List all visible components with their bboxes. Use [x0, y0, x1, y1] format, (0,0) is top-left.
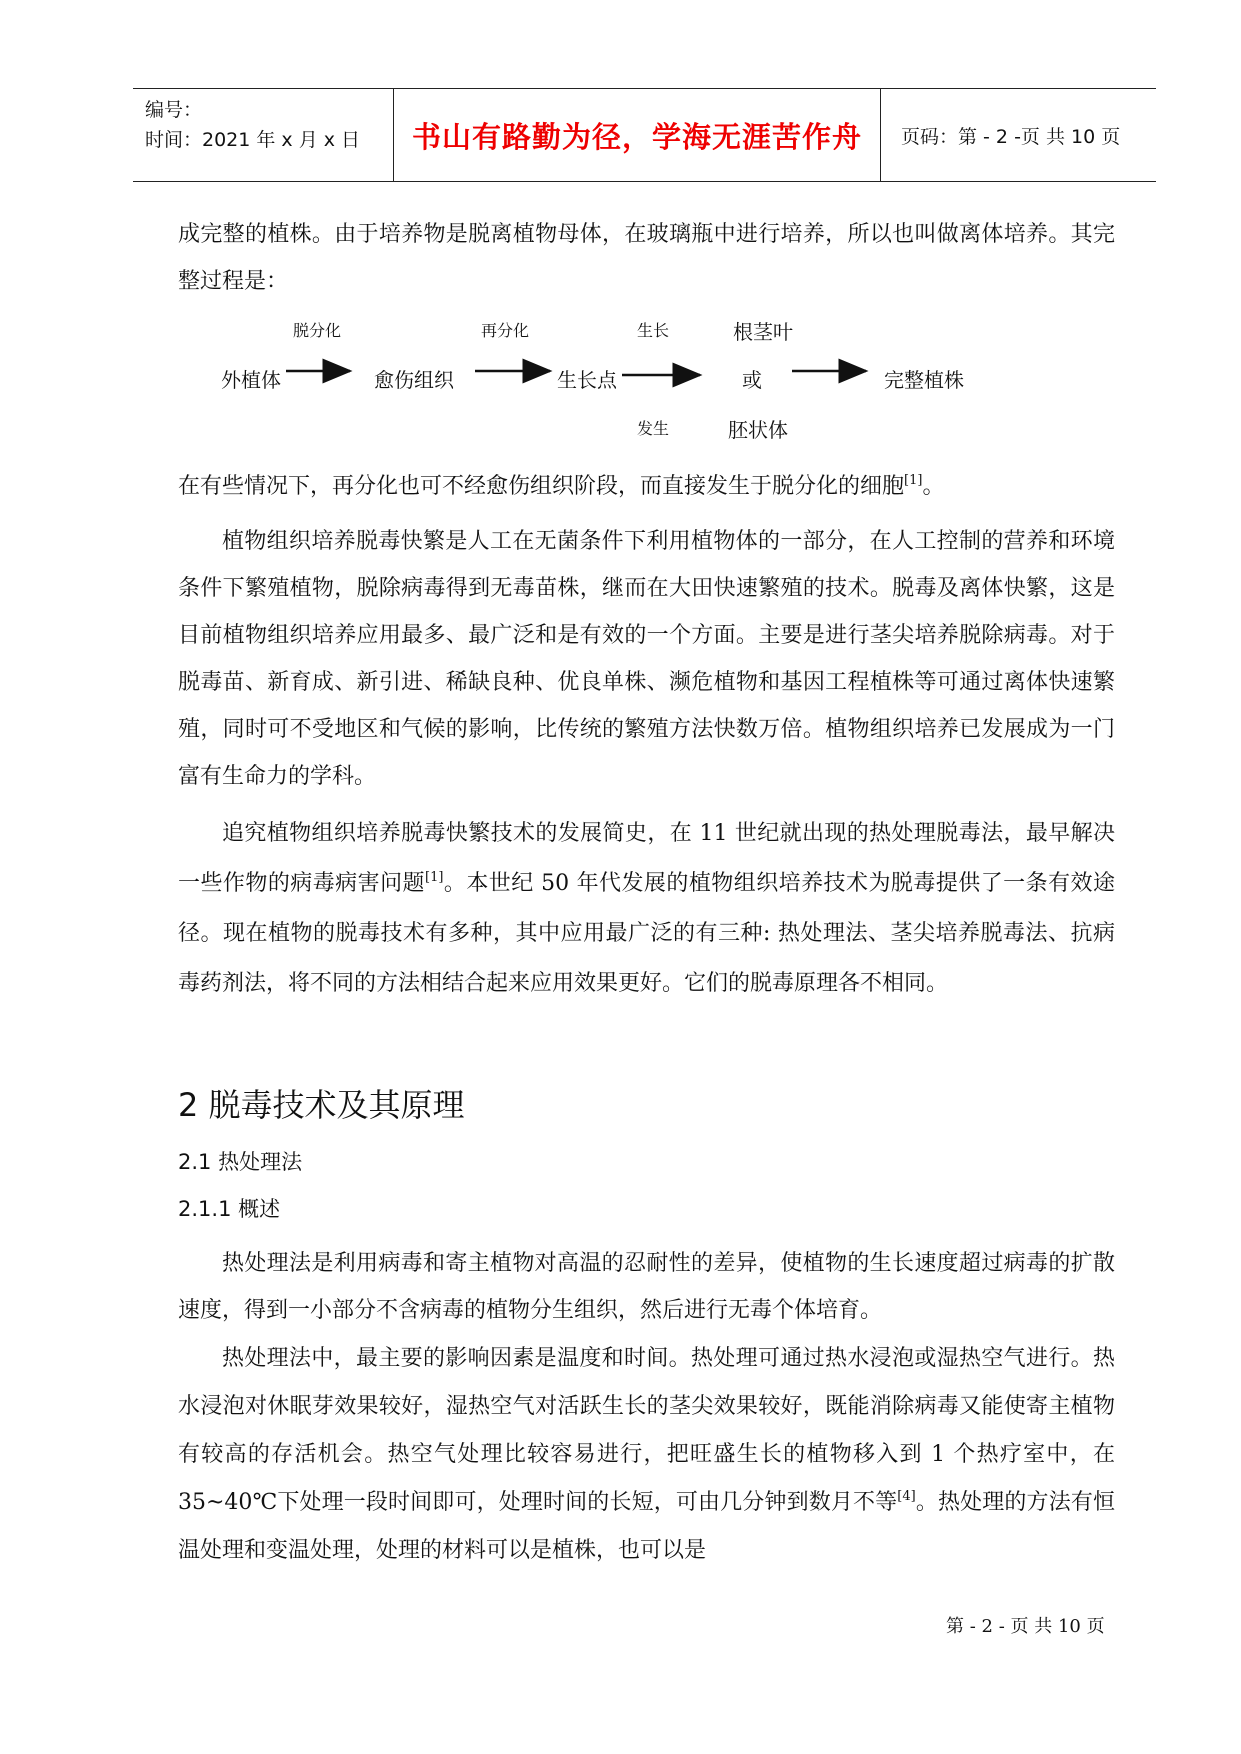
paragraph-intro: 成完整的植株。由于培养物是脱离植物母体，在玻璃瓶中进行培养，所以也叫做离体培养。其完整过程是：: [178, 222, 1115, 294]
flow-stage-roots-stems-leaves: 根茎叶: [733, 320, 793, 344]
flow-stage-growth-point: 生长点: [557, 368, 617, 392]
paragraph-heat-overview: 热处理法是利用病毒和寄主植物对高温的忍耐性的差异，使植物的生长速度超过病毒的扩散速度，得到一小部分不含病毒的植物分生组织，然后进行无毒个体培育。: [178, 1251, 1115, 1323]
paragraph-history-text-a: 追究植物组织培养脱毒快繁技术的发展简史，在 11 世纪就出现的热处理脱毒法，最早解决一些作物的病毒病害问题: [178, 821, 1115, 896]
flow-stage-or: 或: [742, 368, 762, 392]
flow-label-redifferentiation: 再分化: [481, 321, 530, 340]
paragraph-after-flow-text: 在有些情况下，再分化也可不经愈伤组织阶段，而直接发生于脱分化的细胞: [178, 474, 905, 499]
header-left-cell: [145, 95, 360, 155]
citation-4: [4]: [897, 1489, 916, 1504]
heading-section-2-1: 2.1 热处理法: [178, 1150, 303, 1174]
flow-label-occurrence: 发生: [637, 419, 670, 438]
paragraph-heat-factors-text-b: 。热处理的方法有恒温处理和变温处理，处理的材料可以是植株，也可以是: [178, 1490, 1115, 1563]
heading-section-2-1-1: 2.1.1 概述: [178, 1197, 281, 1221]
paragraph-after-flow: [178, 463, 1115, 510]
header-divider-right: [880, 89, 881, 181]
page-header: [133, 88, 1156, 182]
paragraph-history-text-b: 。本世纪 50 年代发展的植物组织培养技术为脱毒提供了一条有效途径。现在植物的脱毒技术有多种，其中应用最广泛的有三种: 热处理法、茎尖培养脱毒法、抗病毒药剂法，将不同的方法相结合起来应用效果更好。它们的脱毒原理各不相同。: [178, 871, 1115, 996]
paragraph-heat-factors: [178, 1335, 1115, 1575]
flow-stage-explant: 外植体: [221, 368, 281, 392]
page-footer: 第 - 2 - 页 共 10 页: [946, 1616, 1105, 1637]
paragraph-heat-factors-text-a: 热处理法中，最主要的影响因素是温度和时间。热处理可通过热水浸泡或湿热空气进行。热水浸泡对休眠芽效果较好，湿热空气对活跃生长的茎尖效果较好，既能消除病毒又能使寄主植物有较高的存活机会。热空气处理比较容易进行，把旺盛生长的植物移入到 1 个热疗室中，在 35~40℃下处理一段时间即可，处理时间的长短，可由几分钟到数月不等: [178, 1346, 1115, 1515]
flow-stage-callus: 愈伤组织: [374, 368, 454, 392]
header-motto: 书山有路勤为径，学海无涯苦作舟: [411, 119, 862, 154]
document-time-label: 时间：2021 年 x 月 x 日: [145, 129, 361, 151]
header-page-label: 页码：第 - 2 -页 共 10 页: [901, 125, 1121, 148]
paragraph-tissue-culture: 植物组织培养脱毒快繁是人工在无菌条件下利用植物体的一部分，在人工控制的营养和环境条件下繁殖植物，脱除病毒得到无毒苗株，继而在大田快速繁殖的技术。脱毒及离体快繁，这是目前植物组织培养应用最多、最广泛和是有效的一个方面。主要是进行茎尖培养脱除病毒。对于脱毒苗、新育成、新引进、稀缺良种、优良单株、濒危植物和基因工程植株等可通过离体快速繁殖，同时可不受地区和气候的影响，比传统的繁殖方法快数万倍。植物组织培养已发展成为一门富有生命力的学科。: [178, 529, 1115, 789]
paragraph-after-flow-period: 。: [922, 474, 945, 499]
flow-stage-embryoid: 胚状体: [728, 418, 788, 442]
flow-label-growth: 生长: [637, 321, 670, 340]
citation-1: [1]: [904, 473, 923, 488]
process-flow-diagram: [0, 300, 1241, 450]
flow-arrows: [0, 300, 1241, 450]
header-divider-left: [393, 89, 394, 181]
paragraph-history: [178, 809, 1115, 1009]
flow-label-dedifferentiation: 脱分化: [293, 321, 342, 340]
heading-section-2: 2 脱毒技术及其原理: [178, 1086, 465, 1124]
citation-history: [1]: [425, 870, 444, 885]
document-number-label: 编号：: [145, 99, 203, 121]
flow-stage-complete-plant: 完整植株: [884, 368, 964, 392]
